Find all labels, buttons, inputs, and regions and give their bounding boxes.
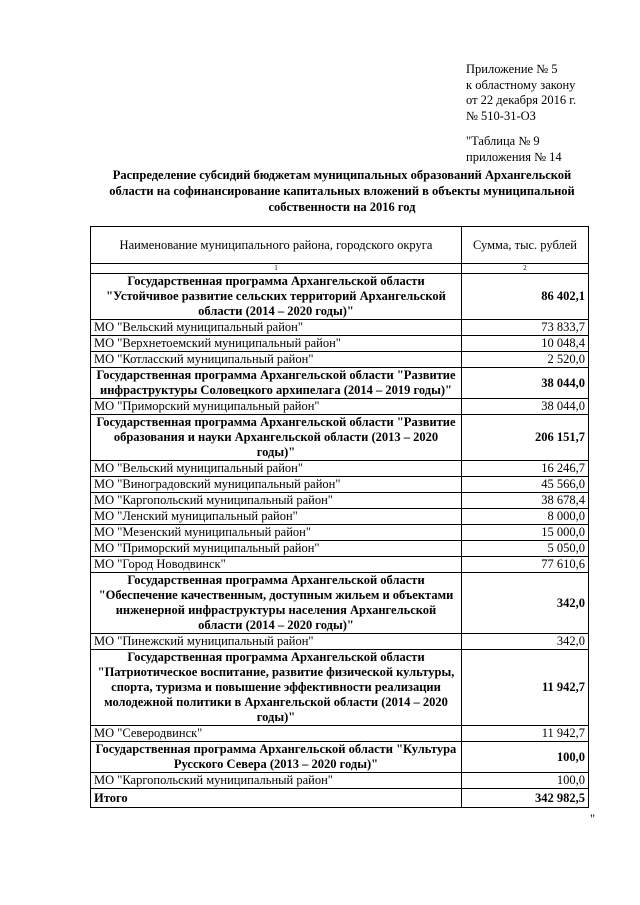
table-header-row	[91, 227, 589, 264]
row-name: МО "Мезенский муниципальный район"	[91, 525, 462, 541]
row-sum: 11 942,7	[462, 650, 589, 726]
row-name: МО "Ленский муниципальный район"	[91, 509, 462, 525]
row-name: МО "Пинежский муниципальный район"	[91, 634, 462, 650]
index-2: 2	[462, 264, 589, 274]
municipality-row	[91, 461, 589, 477]
row-name: МО "Вельский муниципальный район"	[91, 320, 462, 336]
appendix-line: от 22 декабря 2016 г.	[466, 93, 577, 107]
row-sum: 77 610,6	[462, 557, 589, 573]
header-sum: Сумма, тыс. рублей	[462, 227, 589, 264]
row-sum: 73 833,7	[462, 320, 589, 336]
subsidy-table	[90, 226, 589, 808]
municipality-row	[91, 320, 589, 336]
row-sum: 5 050,0	[462, 541, 589, 557]
row-sum: 11 942,7	[462, 726, 589, 742]
appendix-line: Приложение № 5	[466, 62, 558, 76]
header-name: Наименование муниципального района, городского округа	[91, 227, 462, 264]
document-title: Распределение субсидий бюджетам муниципальных образований Архангельской области на софинансирование капитальных вложений в объекты муниципальной собственности на 2016 год	[109, 168, 575, 214]
row-sum: 38 044,0	[462, 368, 589, 399]
row-name: Государственная программа Архангельской области "Обеспечение качественным, доступным жильем и объектами инженерной инфраструктуры населения Архангельской области (2014 – 2020 годы)"	[91, 573, 462, 634]
row-name: МО "Город Новодвинск"	[91, 557, 462, 573]
municipality-row	[91, 525, 589, 541]
row-sum: 8 000,0	[462, 509, 589, 525]
table-index-row	[91, 264, 589, 274]
municipality-row	[91, 352, 589, 368]
program-row	[91, 742, 589, 773]
appendix-line: к областному закону	[466, 77, 576, 92]
program-row	[91, 274, 589, 320]
municipality-row	[91, 541, 589, 557]
row-name: МО "Верхнетоемский муниципальный район"	[91, 336, 462, 352]
appendix-block	[466, 62, 576, 165]
row-name: Государственная программа Архангельской области "Развитие образования и науки Архангельской области (2013 – 2020 годы)"	[91, 415, 462, 461]
row-sum: 86 402,1	[462, 274, 589, 320]
program-row	[91, 650, 589, 726]
row-sum: 342,0	[462, 573, 589, 634]
row-sum: 2 520,0	[462, 352, 589, 368]
row-name: Государственная программа Архангельской области "Культура Русского Севера (2013 – 2020 годы)"	[91, 742, 462, 773]
municipality-row	[91, 509, 589, 525]
municipality-row	[91, 557, 589, 573]
row-sum: 206 151,7	[462, 415, 589, 461]
row-name: Государственная программа Архангельской области "Развитие инфраструктуры Соловецкого архипелага (2014 – 2019 годы)"	[91, 368, 462, 399]
municipality-row	[91, 493, 589, 509]
row-name: МО "Каргопольский муниципальный район"	[91, 493, 462, 509]
row-name: МО "Вельский муниципальный район"	[91, 461, 462, 477]
program-row	[91, 573, 589, 634]
row-sum: 100,0	[462, 742, 589, 773]
row-sum: 38 678,4	[462, 493, 589, 509]
table-ref-line: приложения № 14	[466, 149, 562, 164]
row-name: МО "Виноградовский муниципальный район"	[91, 477, 462, 493]
municipality-row	[91, 336, 589, 352]
program-row	[91, 368, 589, 399]
row-name: МО "Приморский муниципальный район"	[91, 399, 462, 415]
program-row	[91, 415, 589, 461]
municipality-row	[91, 399, 589, 415]
total-label: Итого	[91, 789, 462, 808]
appendix-line: № 510-31-ОЗ	[466, 108, 536, 123]
row-name: МО "Каргопольский муниципальный район"	[91, 773, 462, 789]
row-sum: 15 000,0	[462, 525, 589, 541]
row-sum: 100,0	[462, 773, 589, 789]
row-name: МО "Котласский муниципальный район"	[91, 352, 462, 368]
total-sum: 342 982,5	[462, 789, 589, 808]
closing-quote: "	[590, 812, 596, 826]
row-sum: 45 566,0	[462, 477, 589, 493]
row-name: Государственная программа Архангельской области "Патриотическое воспитание, развитие физической культуры, спорта, туризма и повышение эффективности реализации молодежной политики в Архангельской области (2014 – 2020 годы)"	[91, 650, 462, 726]
municipality-row	[91, 634, 589, 650]
row-sum: 38 044,0	[462, 399, 589, 415]
municipality-row	[91, 477, 589, 493]
table-ref-line: "Таблица № 9	[466, 134, 540, 148]
municipality-row	[91, 726, 589, 742]
municipality-row	[91, 773, 589, 789]
row-sum: 342,0	[462, 634, 589, 650]
total-row	[91, 789, 589, 808]
row-sum: 10 048,4	[462, 336, 589, 352]
row-name: Государственная программа Архангельской области "Устойчивое развитие сельских территорий Архангельской области (2014 – 2020 годы)"	[91, 274, 462, 320]
row-sum: 16 246,7	[462, 461, 589, 477]
row-name: МО "Приморский муниципальный район"	[91, 541, 462, 557]
index-1: 1	[91, 264, 462, 274]
row-name: МО "Северодвинск"	[91, 726, 462, 742]
